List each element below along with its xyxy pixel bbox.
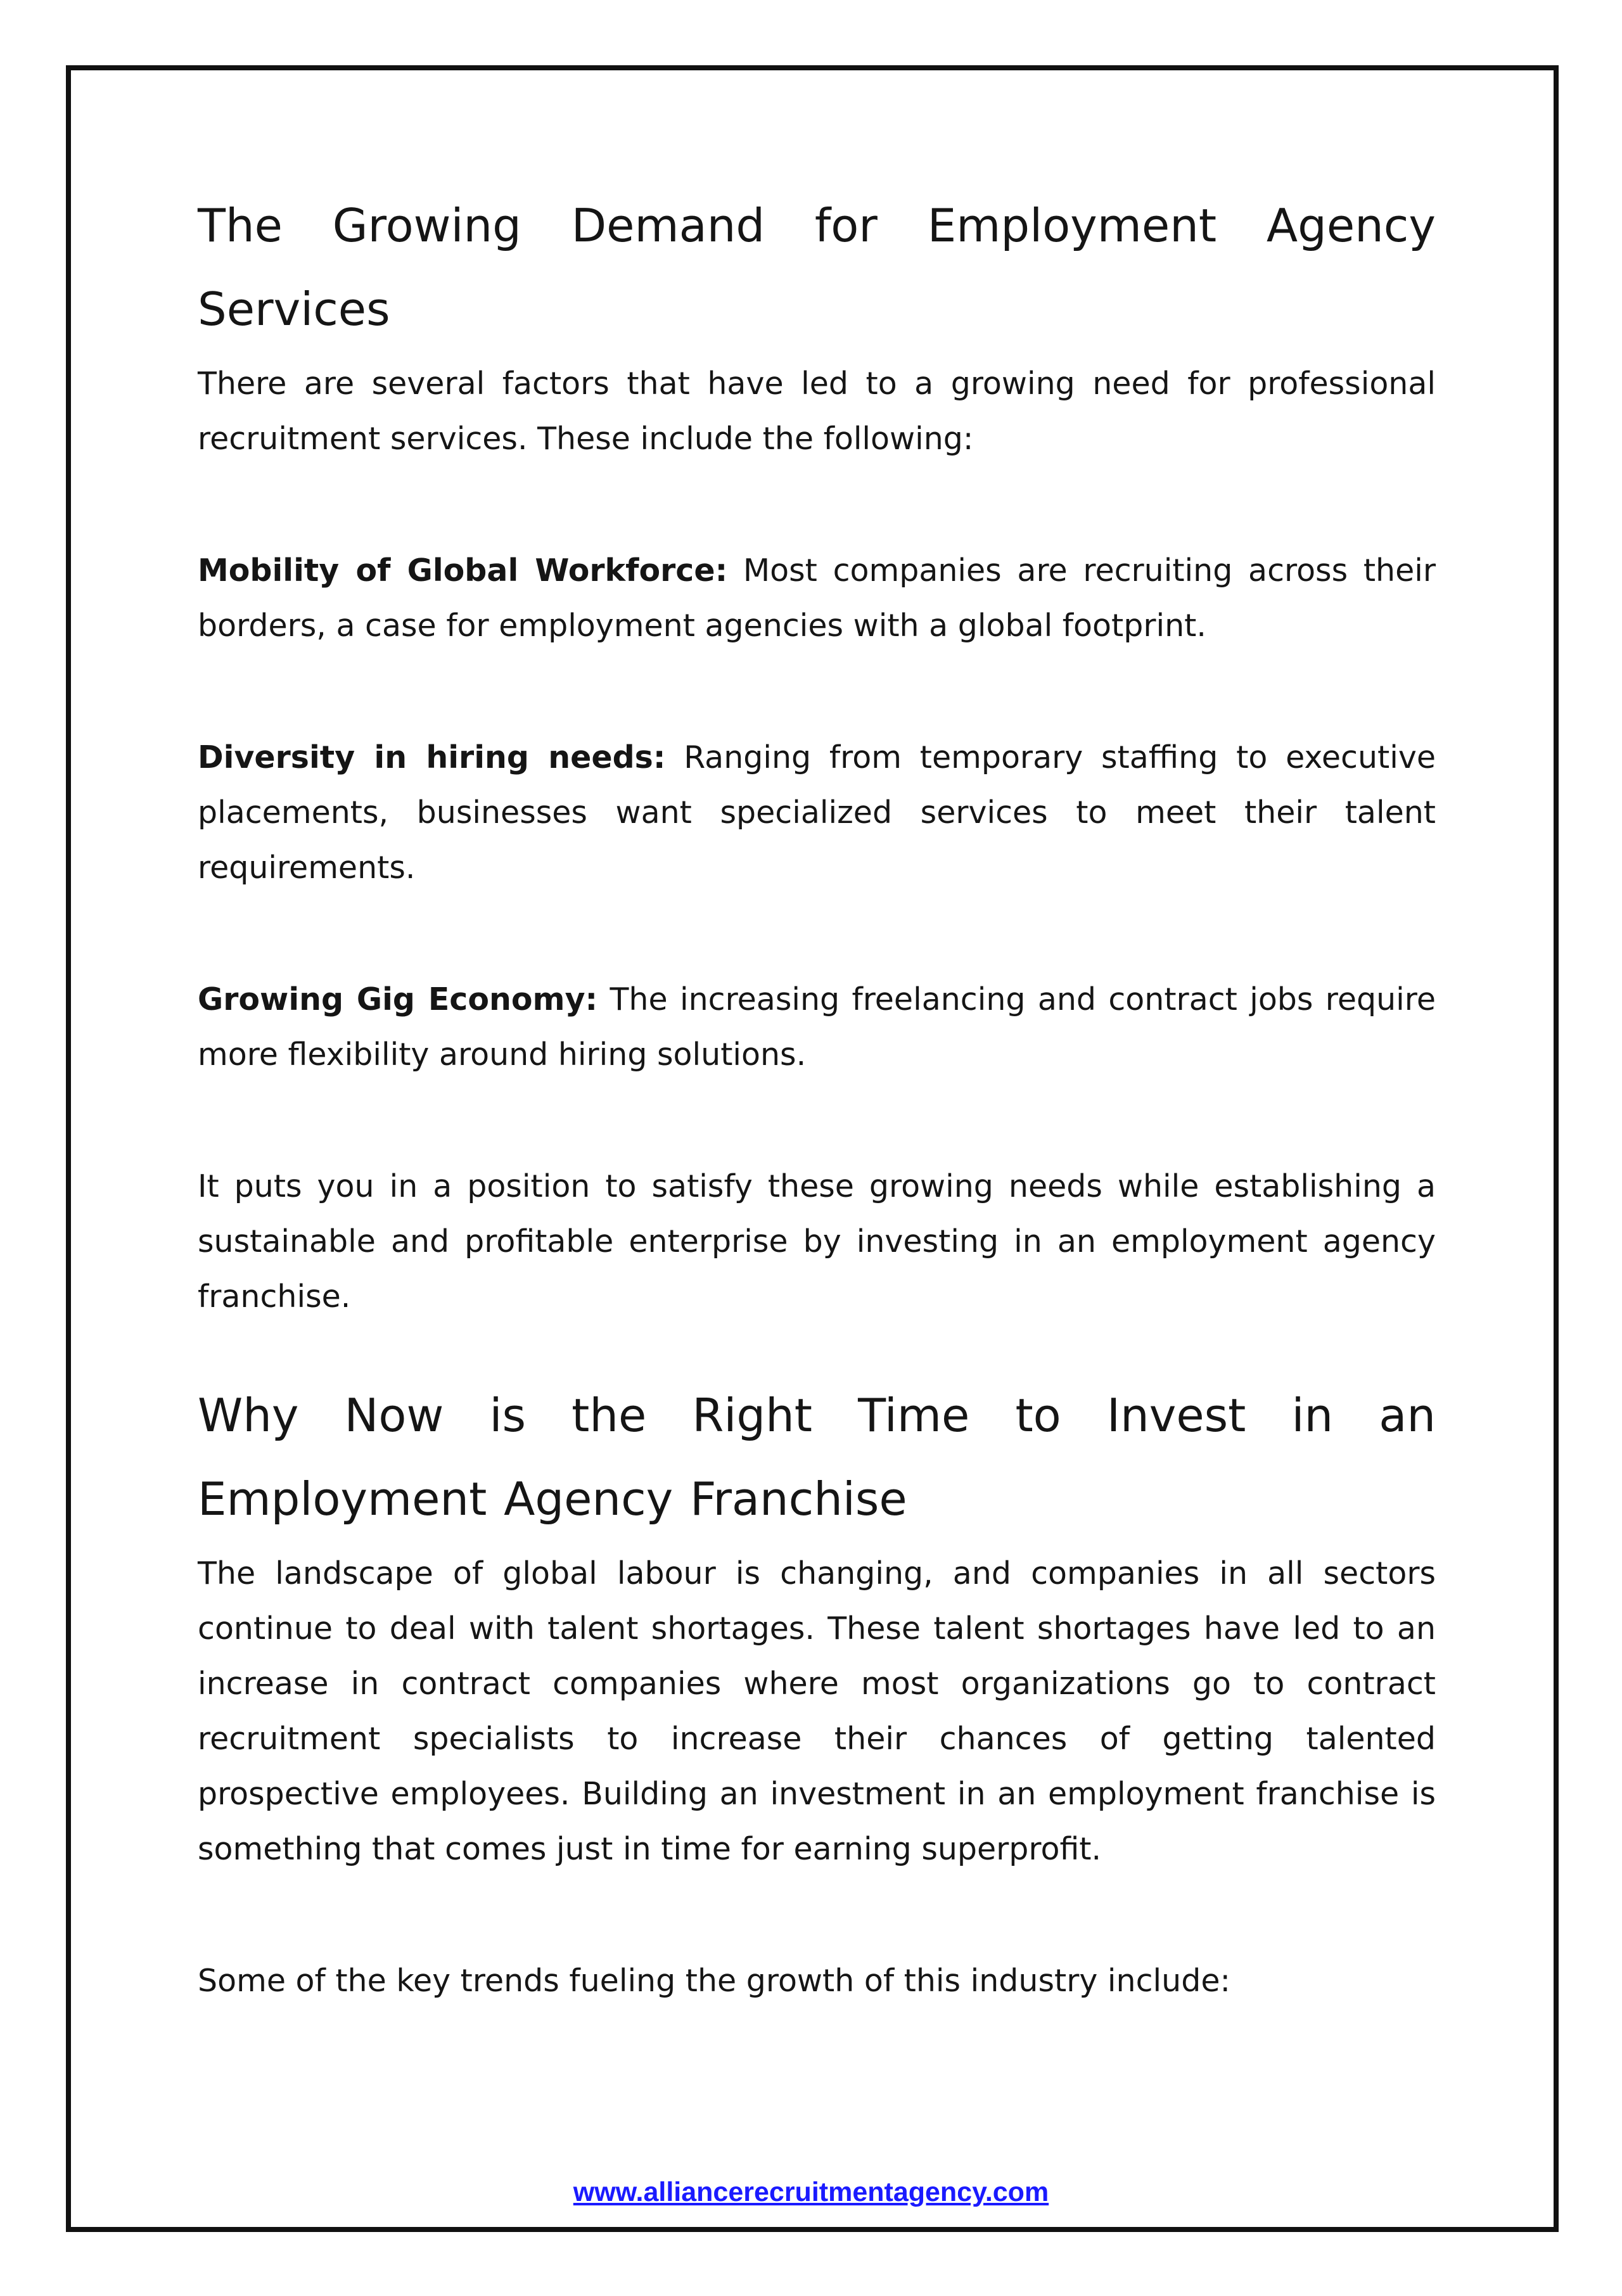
section-heading-why-now: Why Now is the Right Time to Invest in an Employment Agency Franchise (198, 1389, 1436, 1526)
factor-text: The increasing freelancing and contract jobs require more flexibility around hiring solutions. (198, 981, 1436, 1073)
intro-paragraph: There are several factors that have led to a growing need for professional recruitment services. These include the following: (198, 366, 1436, 457)
trends-intro-paragraph: Some of the key trends fueling the growth of this industry include: (198, 1963, 1230, 1999)
factor-label: Diversity in hiring needs: (198, 739, 666, 775)
document-body (198, 184, 1436, 2008)
footer-website-link[interactable]: www.alliancerecruitmentagency.com (573, 2177, 1049, 2207)
factor-label: Mobility of Global Workforce: (198, 552, 728, 589)
conclusion-paragraph: It puts you in a position to satisfy these growing needs while establishing a sustainable and profitable enterprise by investing in an employment agency franchise. (198, 1168, 1436, 1315)
factor-label: Growing Gig Economy: (198, 981, 598, 1017)
factor-text: Ranging from temporary staffing to executive placements, businesses want specialized services to meet their talent requirements. (198, 739, 1436, 886)
factor-item-mobility (198, 543, 1436, 653)
factor-item-gig-economy (198, 972, 1436, 1082)
section-heading-growing-demand: The Growing Demand for Employment Agency Services (198, 199, 1436, 336)
factor-text: Most companies are recruiting across their borders, a case for employment agencies with a global footprint. (198, 552, 1436, 644)
body-paragraph: The landscape of global labour is changing, and companies in all sectors continue to deal with talent shortages. These talent shortages have led to an increase in contract companies where most organizations go to contract recruitment specialists to increase their chances of getting talented prospective employees. Building an investment in an employment franchise is something that comes just in time for earning superprofit. (198, 1555, 1436, 1867)
factor-item-diversity (198, 730, 1436, 895)
